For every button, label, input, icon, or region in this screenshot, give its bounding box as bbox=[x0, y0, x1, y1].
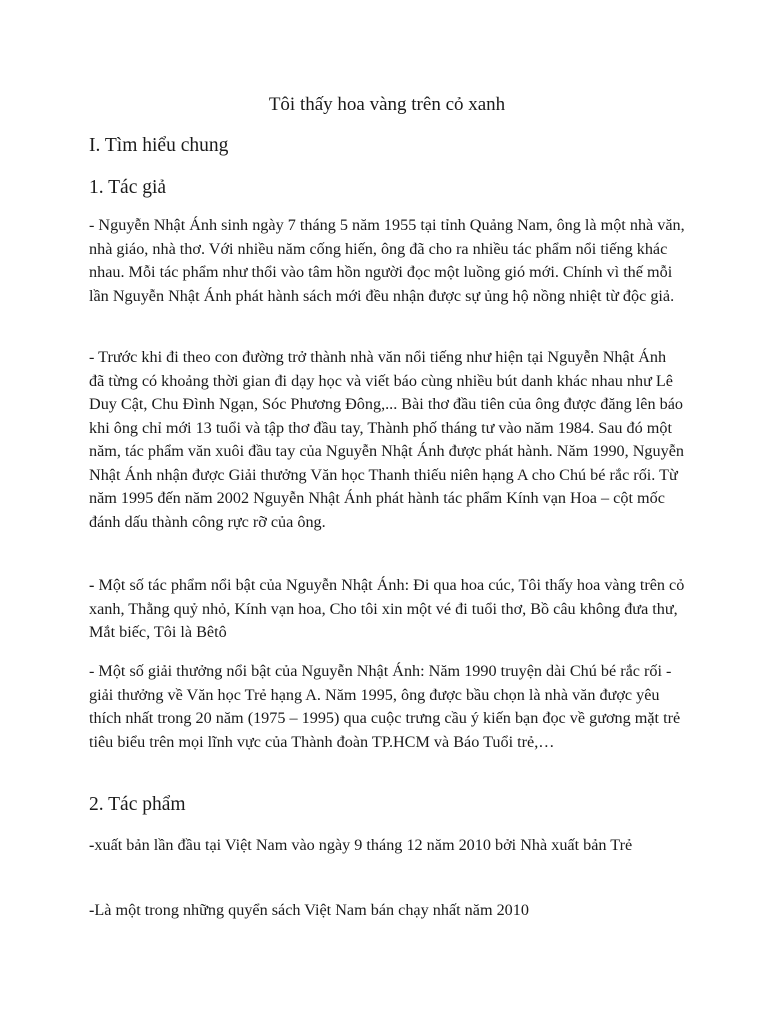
list-dash: - bbox=[89, 836, 95, 854]
bestseller-text: Là một trong những quyển sách Việt Nam bán chạy nhất năm 2010 bbox=[94, 901, 529, 919]
list-dash: - bbox=[89, 901, 95, 919]
subsection-heading-author: 1. Tác giả bbox=[89, 177, 167, 198]
notable-works-paragraph bbox=[89, 574, 685, 645]
list-dash: - bbox=[89, 576, 95, 594]
document-title: Tôi thấy hoa vàng trên cỏ xanh bbox=[268, 94, 506, 115]
awards-paragraph: - Một số giải thưởng nổi bật của Nguyễn Nhật Ánh: Năm 1990 truyện dài Chú bé rắc rối - giải thưởng về Văn học Trẻ hạng A. Năm 1995, ông được bầu chọn là nhà văn được yêu thích nhất trong 20 năm (1975 – 1995) qua cuộc trưng cầu ý kiến bạn đọc về gương mặt trẻ tiêu biểu trên mọi lĩnh vực của Thành đoàn TP.HCM và Báo Tuổi trẻ,… bbox=[89, 662, 681, 751]
publication-text: xuất bản lần đầu tại Việt Nam vào ngày 9 tháng 12 năm 2010 bởi Nhà xuất bản Trẻ bbox=[94, 836, 633, 854]
notable-works-text: Một số tác phẩm nổi bật của Nguyễn Nhật Ánh: Đi qua hoa cúc, Tôi thấy hoa vàng trên cỏ xanh, Thằng quỷ nhỏ, Kính vạn hoa, Cho tôi xin một vé đi tuổi thơ, Bồ câu không đưa thư, Mắt biếc, Tôi là Bêtô bbox=[89, 576, 685, 641]
section-heading-general: I. Tìm hiểu chung bbox=[89, 135, 229, 156]
subsection-heading-work: 2. Tác phẩm bbox=[89, 794, 186, 815]
publication-paragraph bbox=[89, 834, 685, 858]
author-bio-paragraph: - Nguyễn Nhật Ánh sinh ngày 7 tháng 5 năm 1955 tại tỉnh Quảng Nam, ông là một nhà văn, nhà giáo, nhà thơ. Với nhiều năm cống hiến, ông đã cho ra nhiều tác phẩm nổi tiếng khác nhau. Mỗi tác phẩm như thổi vào tâm hồn người đọc một luồng gió mới. Chính vì thế mỗi lần Nguyễn Nhật Ánh phát hành sách mới đều nhận được sự ủng hộ nồng nhiệt từ độc giả. bbox=[89, 216, 685, 305]
author-career-paragraph: - Trước khi đi theo con đường trở thành nhà văn nổi tiếng như hiện tại Nguyễn Nhật Ánh đã từng có khoảng thời gian đi dạy học và viết báo cùng nhiều bút danh khác nhau như Lê Duy Cật, Chu Đình Ngạn, Sóc Phương Đông,... Bài thơ đầu tiên của ông được đăng lên báo khi ông chỉ mới 13 tuổi và tập thơ đầu tay, Thành phố tháng tư vào năm 1984. Sau đó một năm, tác phẩm văn xuôi đầu tay của Nguyễn Nhật Ánh được phát hành. Năm 1990, Nguyễn Nhật Ánh nhận được Giải thưởng Văn học Thanh thiếu niên hạng A cho Chú bé rắc rối. Từ năm 1995 đến năm 2002 Nguyễn Nhật Ánh phát hành tác phẩm Kính vạn Hoa – cột mốc đánh dấu thành công rực rỡ của ông. bbox=[89, 348, 684, 531]
bestseller-paragraph bbox=[89, 899, 685, 923]
